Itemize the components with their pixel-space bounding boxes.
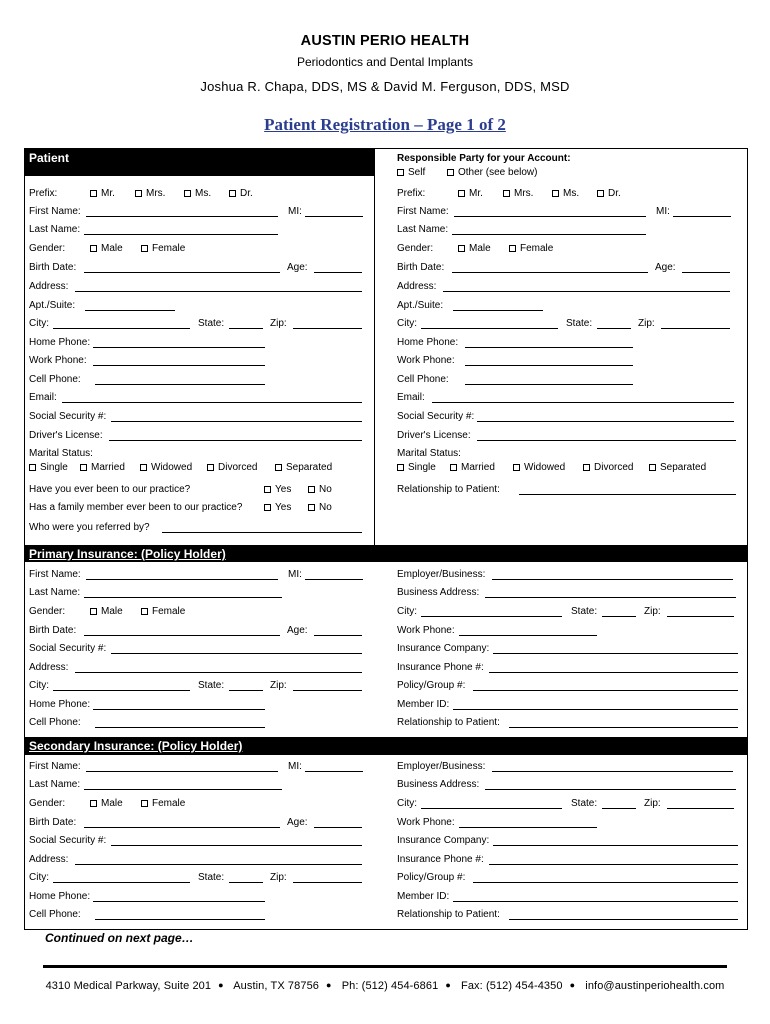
prefix-mrs-label: Mrs. (514, 188, 534, 199)
prefix-mrs-option[interactable] (503, 187, 533, 201)
prefix-mr-label: Mr. (101, 188, 115, 199)
input-line[interactable] (84, 223, 278, 235)
input-line[interactable] (489, 661, 738, 673)
mi-label: MI: (288, 761, 302, 772)
prefix-dr-option[interactable] (229, 187, 253, 201)
bullet-icon: ● (445, 980, 451, 990)
marital-single-option[interactable] (29, 461, 68, 475)
birth-date-label: Birth Date: (29, 625, 77, 636)
marital-single-label: Single (408, 462, 436, 473)
input-line[interactable] (62, 391, 362, 403)
input-line[interactable] (421, 605, 562, 617)
input-line[interactable] (84, 624, 280, 636)
ins-company-label: Insurance Company: (397, 643, 490, 654)
drivers-license-label: Driver's License: (397, 430, 471, 441)
self-checkbox[interactable] (397, 169, 404, 176)
checkbox[interactable] (308, 504, 315, 511)
checkbox[interactable] (503, 190, 510, 197)
marital-widowed-label: Widowed (151, 462, 193, 473)
ins-company-label: Insurance Company: (397, 835, 490, 846)
prefix-ms-label: Ms. (563, 188, 580, 199)
marital-separated-label: Separated (660, 462, 707, 473)
input-line[interactable] (293, 679, 362, 691)
gender-label: Gender: (29, 606, 66, 617)
input-line[interactable] (53, 317, 190, 329)
checkbox[interactable] (141, 608, 148, 615)
input-line[interactable] (314, 816, 362, 828)
input-line[interactable] (314, 261, 362, 273)
input-line[interactable] (477, 429, 736, 441)
checkbox[interactable] (308, 486, 315, 493)
checkbox[interactable] (140, 464, 147, 471)
input-line[interactable] (492, 568, 733, 580)
bullet-icon: ● (218, 980, 224, 990)
relationship-label: Relationship to Patient: (397, 717, 500, 728)
been-before-yes-label: Yes (275, 484, 292, 495)
family-before-no-label: No (319, 502, 332, 513)
email-label: Email: (397, 392, 425, 403)
input-line[interactable] (109, 429, 362, 441)
marital-married-label: Married (91, 462, 125, 473)
city-label: City: (29, 872, 49, 883)
marital-separated-option[interactable] (649, 461, 706, 475)
input-line[interactable] (667, 797, 734, 809)
input-line[interactable] (602, 797, 636, 809)
secondary-insurance-title: Secondary Insurance: (Policy Holder) (29, 739, 243, 753)
input-line[interactable] (93, 698, 265, 710)
marital-divorced-option[interactable] (207, 461, 257, 475)
input-line[interactable] (75, 661, 362, 673)
checkbox[interactable] (141, 800, 148, 807)
ssn-label: Social Security #: (29, 643, 107, 654)
checkbox[interactable] (509, 245, 516, 252)
gender-female-label: Female (152, 798, 186, 809)
first-name-label: First Name: (397, 206, 449, 217)
input-line[interactable] (459, 816, 597, 828)
input-line[interactable] (452, 223, 646, 235)
patient-header (24, 148, 374, 176)
input-line[interactable] (93, 336, 265, 348)
input-line[interactable] (86, 760, 278, 772)
checkbox[interactable] (184, 190, 191, 197)
home-phone-label: Home Phone: (29, 337, 91, 348)
footer (0, 980, 770, 992)
input-line[interactable] (84, 261, 280, 273)
input-line[interactable] (75, 853, 362, 865)
been-before-no-label: No (319, 484, 332, 495)
gender-male-option[interactable] (90, 605, 123, 619)
form-title: Patient Registration – Page 1 of 2 (264, 115, 506, 134)
input-line[interactable] (229, 871, 263, 883)
gender-female-option[interactable] (141, 605, 185, 619)
address-label: Address: (29, 854, 69, 865)
gender-male-label: Male (101, 243, 123, 254)
input-line[interactable] (111, 642, 362, 654)
marital-divorced-label: Divorced (218, 462, 258, 473)
family-before-no-option[interactable] (308, 501, 332, 515)
ssn-label: Social Security #: (397, 411, 475, 422)
address-label: Address: (29, 281, 69, 292)
gender-male-label: Male (101, 606, 123, 617)
input-line[interactable] (454, 205, 646, 217)
footer-phone: Ph: (512) 454-6861 (341, 980, 439, 992)
prefix-dr-label: Dr. (608, 188, 621, 199)
gender-male-option[interactable] (458, 242, 491, 256)
input-line[interactable] (509, 908, 738, 920)
input-line[interactable] (453, 890, 738, 902)
checkbox[interactable] (552, 190, 559, 197)
input-line[interactable] (493, 834, 738, 846)
business-address-label: Business Address: (397, 779, 480, 790)
footer-divider (43, 965, 727, 968)
marital-separated-label: Separated (286, 462, 333, 473)
home-phone-label: Home Phone: (397, 337, 459, 348)
input-line[interactable] (421, 317, 558, 329)
policy-label: Policy/Group #: (397, 872, 466, 883)
cell-phone-label: Cell Phone: (29, 374, 81, 385)
cell-phone-label: Cell Phone: (29, 909, 81, 920)
continued-note: Continued on next page… (45, 931, 194, 945)
checkbox[interactable] (90, 608, 97, 615)
marital-married-option[interactable] (80, 461, 125, 475)
been-before-label: Have you ever been to our practice? (29, 484, 191, 495)
prefix-label: Prefix: (29, 188, 58, 199)
self-option[interactable] (397, 166, 425, 180)
city-label: City: (29, 680, 49, 691)
last-name-label: Last Name: (29, 224, 81, 235)
input-line[interactable] (493, 642, 738, 654)
birth-date-label: Birth Date: (29, 262, 77, 273)
state-label: State: (198, 680, 225, 691)
footer-email: info@austinperiohealth.com (585, 980, 725, 992)
checkbox[interactable] (29, 464, 36, 471)
gender-female-label: Female (152, 606, 186, 617)
clinic-subtitle: Periodontics and Dental Implants (296, 55, 474, 69)
prefix-mrs-label: Mrs. (146, 188, 166, 199)
input-line[interactable] (597, 317, 631, 329)
input-line[interactable] (473, 871, 738, 883)
marital-status-label: Marital Status: (397, 448, 461, 459)
input-line[interactable] (492, 760, 733, 772)
checkbox[interactable] (135, 190, 142, 197)
gender-female-option[interactable] (509, 242, 553, 256)
ssn-label: Social Security #: (29, 411, 107, 422)
marital-single-option[interactable] (397, 461, 436, 475)
input-line[interactable] (453, 698, 738, 710)
gender-female-label: Female (520, 243, 554, 254)
input-line[interactable] (465, 336, 633, 348)
prefix-ms-option[interactable] (184, 187, 211, 201)
checkbox[interactable] (264, 486, 271, 493)
checkbox[interactable] (597, 190, 604, 197)
gender-male-label: Male (101, 798, 123, 809)
age-label: Age: (287, 817, 308, 828)
input-line[interactable] (452, 261, 648, 273)
city-label: City: (397, 798, 417, 809)
input-line[interactable] (473, 679, 738, 691)
apt-label: Apt./Suite: (29, 300, 76, 311)
input-line[interactable] (86, 205, 278, 217)
checkbox[interactable] (90, 190, 97, 197)
input-line[interactable] (84, 778, 282, 790)
employer-label: Employer/Business: (397, 761, 486, 772)
checkbox[interactable] (458, 245, 465, 252)
marital-separated-option[interactable] (275, 461, 332, 475)
input-line[interactable] (293, 871, 362, 883)
checkbox[interactable] (649, 464, 656, 471)
birth-date-label: Birth Date: (29, 817, 77, 828)
prefix-ms-option[interactable] (552, 187, 579, 201)
input-line[interactable] (85, 299, 175, 311)
marital-status-label: Marital Status: (29, 448, 93, 459)
input-line[interactable] (84, 586, 282, 598)
checkbox[interactable] (583, 464, 590, 471)
input-line[interactable] (111, 834, 362, 846)
checkbox[interactable] (513, 464, 520, 471)
mi-label: MI: (288, 206, 302, 217)
cell-phone-label: Cell Phone: (29, 717, 81, 728)
mi-label: MI: (656, 206, 670, 217)
input-line[interactable] (229, 317, 263, 329)
input-line[interactable] (305, 568, 363, 580)
age-label: Age: (287, 625, 308, 636)
input-line[interactable] (75, 280, 362, 292)
checkbox[interactable] (90, 245, 97, 252)
city-label: City: (397, 606, 417, 617)
family-before-yes-option[interactable] (264, 501, 291, 515)
first-name-label: First Name: (29, 761, 81, 772)
clinic-name: AUSTIN PERIO HEALTH (300, 33, 470, 49)
gender-label: Gender: (397, 243, 434, 254)
other-checkbox[interactable] (447, 169, 454, 176)
input-line[interactable] (53, 679, 190, 691)
policy-label: Policy/Group #: (397, 680, 466, 691)
zip-label: Zip: (644, 798, 661, 809)
other-label: Other (see below) (458, 167, 538, 178)
responsible-party-title: Responsible Party for your Account: (397, 153, 571, 164)
ins-phone-label: Insurance Phone #: (397, 854, 484, 865)
input-line[interactable] (682, 261, 730, 273)
first-name-label: First Name: (29, 206, 81, 217)
input-line[interactable] (93, 890, 265, 902)
input-line[interactable] (111, 410, 362, 422)
state-label: State: (571, 606, 598, 617)
secondary-insurance-header (24, 737, 748, 755)
bullet-icon: ● (326, 980, 332, 990)
marital-divorced-option[interactable] (583, 461, 633, 475)
checkbox[interactable] (229, 190, 236, 197)
input-line[interactable] (95, 373, 265, 385)
family-before-yes-label: Yes (275, 502, 292, 513)
birth-date-label: Birth Date: (397, 262, 445, 273)
checkbox[interactable] (397, 464, 404, 471)
ins-phone-label: Insurance Phone #: (397, 662, 484, 673)
work-phone-label: Work Phone: (397, 355, 455, 366)
been-before-yes-option[interactable] (264, 483, 291, 497)
last-name-label: Last Name: (397, 224, 449, 235)
gender-male-option[interactable] (90, 242, 123, 256)
member-label: Member ID: (397, 891, 450, 902)
relationship-label: Relationship to Patient: (397, 909, 500, 920)
footer-city: Austin, TX 78756 (233, 980, 320, 992)
zip-label: Zip: (270, 318, 287, 329)
prefix-label: Prefix: (397, 188, 426, 199)
checkbox[interactable] (80, 464, 87, 471)
input-line[interactable] (465, 373, 633, 385)
input-line[interactable] (485, 586, 736, 598)
state-label: State: (571, 798, 598, 809)
email-label: Email: (29, 392, 57, 403)
input-line[interactable] (673, 205, 731, 217)
state-label: State: (198, 872, 225, 883)
input-line[interactable] (229, 679, 263, 691)
zip-label: Zip: (638, 318, 655, 329)
home-phone-label: Home Phone: (29, 891, 91, 902)
column-divider (374, 148, 375, 546)
checkbox[interactable] (458, 190, 465, 197)
input-line[interactable] (421, 797, 562, 809)
input-line[interactable] (519, 483, 736, 495)
been-before-no-option[interactable] (308, 483, 332, 497)
city-label: City: (29, 318, 49, 329)
marital-married-label: Married (461, 462, 495, 473)
gender-male-option[interactable] (90, 797, 123, 811)
input-line[interactable] (93, 354, 265, 366)
relationship-label: Relationship to Patient: (397, 484, 500, 495)
input-line[interactable] (293, 317, 362, 329)
patient-header-label: Patient (29, 151, 70, 165)
checkbox[interactable] (264, 504, 271, 511)
marital-widowed-option[interactable] (513, 461, 565, 475)
address-label: Address: (29, 662, 69, 673)
checkbox[interactable] (90, 800, 97, 807)
input-line[interactable] (53, 871, 190, 883)
input-line[interactable] (305, 205, 363, 217)
input-line[interactable] (489, 853, 738, 865)
ssn-label: Social Security #: (29, 835, 107, 846)
self-label: Self (408, 167, 426, 178)
marital-married-option[interactable] (450, 461, 495, 475)
gender-label: Gender: (29, 243, 66, 254)
gender-male-label: Male (469, 243, 491, 254)
input-line[interactable] (305, 760, 363, 772)
prefix-mrs-option[interactable] (135, 187, 165, 201)
input-line[interactable] (162, 521, 362, 533)
input-line[interactable] (602, 605, 636, 617)
footer-fax: Fax: (512) 454-4350 (461, 980, 563, 992)
input-line[interactable] (465, 354, 633, 366)
marital-widowed-option[interactable] (140, 461, 192, 475)
city-label: City: (397, 318, 417, 329)
bullet-icon: ● (569, 980, 576, 990)
primary-insurance-header (24, 545, 748, 562)
drivers-license-label: Driver's License: (29, 430, 103, 441)
home-phone-label: Home Phone: (29, 699, 91, 710)
work-phone-label: Work Phone: (397, 625, 455, 636)
last-name-label: Last Name: (29, 587, 81, 598)
input-line[interactable] (453, 299, 543, 311)
gender-label: Gender: (29, 798, 66, 809)
prefix-mr-label: Mr. (469, 188, 483, 199)
doctor-names: Joshua R. Chapa, DDS, MS & David M. Ferguson, DDS, MSD (200, 79, 570, 94)
input-line[interactable] (95, 908, 265, 920)
prefix-dr-option[interactable] (597, 187, 621, 201)
input-line[interactable] (485, 778, 736, 790)
input-line[interactable] (95, 716, 265, 728)
zip-label: Zip: (644, 606, 661, 617)
family-before-label: Has a family member ever been to our practice? (29, 502, 243, 513)
input-line[interactable] (86, 568, 278, 580)
input-line[interactable] (667, 605, 734, 617)
address-label: Address: (397, 281, 437, 292)
checkbox[interactable] (207, 464, 214, 471)
prefix-ms-label: Ms. (195, 188, 212, 199)
age-label: Age: (655, 262, 676, 273)
last-name-label: Last Name: (29, 779, 81, 790)
state-label: State: (198, 318, 225, 329)
employer-label: Employer/Business: (397, 569, 486, 580)
other-option[interactable] (447, 166, 537, 180)
zip-label: Zip: (270, 680, 287, 691)
cell-phone-label: Cell Phone: (397, 374, 449, 385)
member-label: Member ID: (397, 699, 450, 710)
marital-divorced-label: Divorced (594, 462, 634, 473)
marital-widowed-label: Widowed (524, 462, 566, 473)
first-name-label: First Name: (29, 569, 81, 580)
input-line[interactable] (477, 410, 734, 422)
age-label: Age: (287, 262, 308, 273)
zip-label: Zip: (270, 872, 287, 883)
input-line[interactable] (314, 624, 362, 636)
referred-label: Who were you referred by? (29, 522, 150, 533)
prefix-mr-option[interactable] (458, 187, 483, 201)
input-line[interactable] (661, 317, 730, 329)
gender-female-option[interactable] (141, 242, 185, 256)
state-label: State: (566, 318, 593, 329)
checkbox[interactable] (450, 464, 457, 471)
work-phone-label: Work Phone: (29, 355, 87, 366)
prefix-mr-option[interactable] (90, 187, 115, 201)
business-address-label: Business Address: (397, 587, 480, 598)
gender-female-label: Female (152, 243, 186, 254)
marital-single-label: Single (40, 462, 68, 473)
input-line[interactable] (84, 816, 280, 828)
footer-address: 4310 Medical Parkway, Suite 201 (45, 980, 212, 992)
gender-female-option[interactable] (141, 797, 185, 811)
checkbox[interactable] (275, 464, 282, 471)
primary-insurance-title: Primary Insurance: (Policy Holder) (29, 547, 226, 561)
work-phone-label: Work Phone: (397, 817, 455, 828)
checkbox[interactable] (141, 245, 148, 252)
input-line[interactable] (432, 391, 734, 403)
prefix-dr-label: Dr. (240, 188, 253, 199)
input-line[interactable] (443, 280, 730, 292)
apt-label: Apt./Suite: (397, 300, 444, 311)
input-line[interactable] (509, 716, 738, 728)
mi-label: MI: (288, 569, 302, 580)
input-line[interactable] (459, 624, 597, 636)
